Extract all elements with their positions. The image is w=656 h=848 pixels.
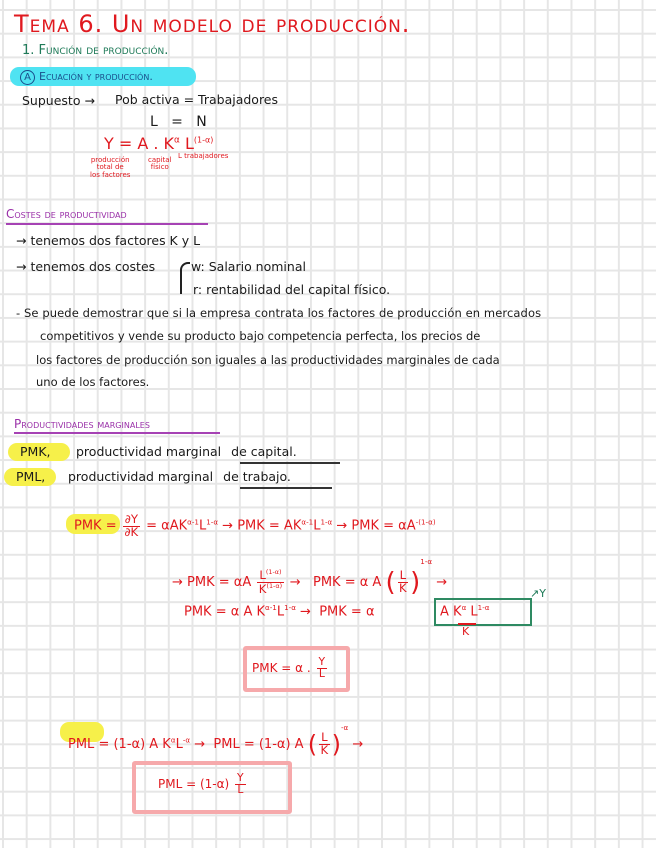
pml-label: PML, [16,469,46,484]
section-heading-costs: Costes de productividad [6,207,127,221]
annotation-y: producción total de los factores [90,156,131,179]
page-title: Tema 6. Un modelo de producción. [14,10,411,38]
pmk-derivation-row-1: PMK = $\frac{\partial Y}{\partial K}$ = $\alpha AK^{\alpha-1}L^{1-\alpha}$ → PMK = $AK^{\alpha-1}L^{1-\alpha}$ → PMK = $\alpha A^{-(1-\alpha)}$ [74,512,436,539]
costs-bullet-1: → tenemos dos factores K y L [16,233,201,248]
section-heading-marginal: Productividades marginales [14,417,150,431]
y-mark: ↗Y [530,587,546,600]
equivalence-l-n: L = N [150,114,207,130]
pml-definition: productividad marginal de trabajo. [68,469,291,484]
marginal-heading-underline [14,432,220,434]
costs-heading-underline [6,223,208,225]
boxed-expression: A $K^\alpha$ $L^{1-\alpha}$ [440,603,490,620]
partial-fraction: $\frac{\partial Y}{\partial K}$ [124,512,139,539]
annotation-k: capital físico [148,156,172,172]
pmk-derivation-row-3: PMK = α A $K^{\alpha-1}L^{1-\alpha}$ → PMK = α [184,603,375,620]
paragraph-line-4: uno de los factores. [36,375,150,389]
cost-w: w: Salario nominal [191,259,306,274]
assumption-label: Supuesto → [22,93,95,108]
pmk-derivation-row-2: → PMK = αA $\frac{L^{(1-\alpha)}}{K^{(1-\alpha)}}$ → PMK = α A ( $\frac{L}{K}$ )$^{1-\alpha}$ → [172,557,448,598]
pml-derivation: PML = (1-α) A $K^\alpha L^{-\alpha}$ → PML = (1-α) A ( $\frac{L}{K}$ )$^{-\alpha}$ → [68,723,364,759]
l-over-k-fraction: $\frac{L^{(1-\alpha)}}{K^{(1-\alpha)}}$ [258,568,283,596]
pml-underline [240,487,332,489]
paragraph-line-1: - Se puede demostrar que si la empresa contrata los factores de producción en mercados [16,306,542,320]
pmk-underline [240,462,340,464]
paragraph-line-2: competitivos y vende su producto bajo competencia perfecta, los precios de [40,329,481,343]
paren-fraction: $\frac{L}{K}$ [399,568,407,595]
under-k: K [462,625,470,638]
pmk-result: PMK = α . $\frac{Y}{L}$ [252,655,326,680]
costs-bullet-2: → tenemos dos costes [16,259,156,274]
section-heading-production-function: 1. Función de producción. [22,43,169,58]
circled-a-marker: A [20,70,35,85]
pmk-definition: productividad marginal de capital. [76,444,297,459]
production-function-formula: Y = A . $K^\alpha$ $L^{(1-\alpha)}$ [104,134,214,153]
assumption-text: Pob activa = Trabajadores [115,92,279,107]
annotation-l: L trabajadores [178,152,229,160]
brace-icon [180,262,190,294]
paragraph-line-3: los factores de producción son iguales a las productividades marginales de cada [36,353,500,367]
pml-result: PML = (1-α) $\frac{Y}{L}$ [158,771,244,796]
subheading-equation: A Ecuación y producción. [20,70,153,85]
cost-r: r: rentabilidad del capital físico. [193,282,391,297]
pmk-label: PMK, [20,444,51,459]
